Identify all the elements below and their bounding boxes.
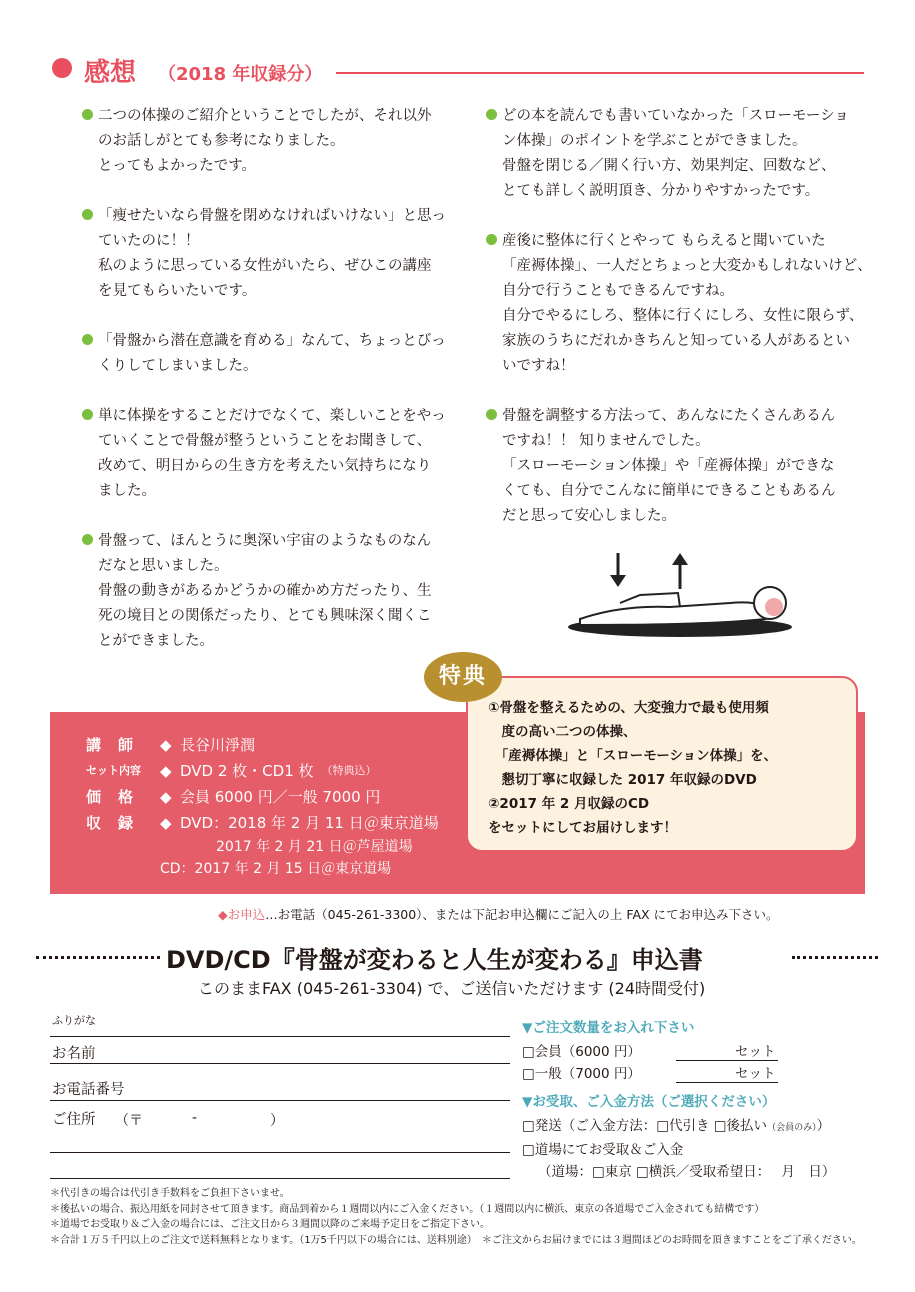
- comments-right: [486, 104, 886, 554]
- phone-field[interactable]: [50, 1100, 510, 1101]
- diamond-icon: ◆: [160, 814, 172, 832]
- diamond-icon: ◆: [160, 788, 172, 806]
- footnote: ＊後払いの場合、振込用紙を同封させて頂きます。商品到着から１週間以内にご入金ください。（１週間以内に横浜、東京の各道場でご入金されても結構です）: [50, 1203, 765, 1215]
- recording-dvd-1: DVD：2018 年 2 月 11 日＠東京道場: [180, 814, 439, 832]
- furigana-field[interactable]: [50, 1036, 510, 1037]
- recording-dvd-2: 2017 年 2 月 21 日＠芦屋道場: [216, 839, 413, 855]
- comments-left: [82, 104, 482, 679]
- header-bullet: [52, 58, 72, 78]
- dotted-divider-left: [36, 956, 160, 959]
- bonus-footer: をセットにしてお届けします！: [488, 820, 677, 836]
- green-bullet-icon: [486, 109, 497, 120]
- set-note: （特典込）: [321, 764, 377, 777]
- footnote: ＊代引きの場合は代引き手数料をご負担下さいませ。: [50, 1188, 290, 1199]
- footnote: ＊合計１万５千円以上のご注文で送料無料となります。（1万5千円以下の場合には、送料別途） ＊ご注文からお届けまでには３週間ほどのお時間を頂きますことをご了承ください。: [50, 1234, 862, 1246]
- teacher-value: 長谷川淨潤: [180, 736, 256, 754]
- green-bullet-icon: [82, 334, 93, 345]
- set-label: セット内容: [86, 764, 141, 777]
- diamond-icon: ◆: [160, 736, 172, 754]
- qty-member-row: [522, 1040, 778, 1061]
- green-bullet-icon: [486, 234, 497, 245]
- teacher-label: 講 師: [86, 736, 135, 754]
- comment-item: 「骨盤から潜在意識を育める」なんて、ちょっとびっ くりしてしまいました。: [82, 329, 482, 379]
- qty-general-checkbox[interactable]: □一般（7000 円）: [522, 1066, 641, 1082]
- bonus-box: [466, 676, 858, 852]
- recording-cd: CD：2017 年 2 月 15 日＠東京道場: [160, 861, 392, 877]
- bonus-item-dvd: ①骨盤を整えるための、大変強力で最も使用頻 度の高い二つの体操、 「産褥体操」と「スローモーション体操」を、 懇切丁寧に収録した 2017 年収録のDVD: [488, 700, 778, 788]
- header-rule: [336, 72, 864, 74]
- bonus-item-cd: ②2017 年 2 月収録のCD: [488, 796, 650, 812]
- qty-general-input[interactable]: セット: [676, 1062, 778, 1083]
- qty-member-input[interactable]: セット: [676, 1040, 778, 1061]
- price-value: 会員 6000 円／一般 7000 円: [180, 788, 381, 806]
- comment-item: 単に体操をすることだけでなくて、楽しいことをやっ ていくことで骨盤が整うということをお聞きして、 改めて、明日からの生き方を考えたい気持ちになり ました。: [82, 404, 482, 504]
- comment-item: 骨盤って、ほんとうに奥深い宇宙のようなものなん だなと思いました。 骨盤の動きがあるかどうかの確かめ方だったり、生 死の境目との関係だったり、とても興味深く聞くこ とができました。: [82, 529, 482, 654]
- diamond-icon: ◆: [160, 762, 172, 780]
- comment-item: 骨盤を調整する方法って、あんなにたくさんあるん ですね！！ 知りませんでした。 「スローモーション体操」や「産褥体操」ができな くても、自分でこんなに簡単にできることもあるん だと思って安心しました。: [486, 404, 886, 529]
- apply-lead: ◆お申込: [218, 907, 266, 922]
- qty-general-row: [522, 1062, 778, 1083]
- pay-dojo-checkbox[interactable]: □道場にてお受取＆ご入金: [522, 1142, 684, 1158]
- product-info: [86, 732, 439, 880]
- zip-open: （〒: [115, 1113, 143, 1129]
- comment-item: 二つの体操のご紹介ということでしたが、それ以外 のお話しがとても参考になりました。 とってもよかったです。: [82, 104, 482, 179]
- pay-ship-checkbox[interactable]: □発送（ご入金方法：□代引き □後払い: [522, 1118, 768, 1134]
- bonus-badge: 特典: [424, 652, 502, 702]
- zip-close: ）: [270, 1113, 284, 1129]
- name-label: お名前: [52, 1046, 96, 1062]
- footnote: ＊道場でお受取り＆ご入金の場合には、ご注文日から３週間以降のご来場予定日をご指定下さい。: [50, 1219, 490, 1230]
- name-field[interactable]: [50, 1063, 510, 1064]
- qty-member-checkbox[interactable]: □会員（6000 円）: [522, 1044, 641, 1060]
- pay-ship-row: [522, 1114, 830, 1134]
- furigana-label: ふりがな: [52, 1014, 96, 1027]
- comment-item: どの本を読んでも書いていなかった「スローモーショ ン体操」のポイントを学ぶことができました。 骨盤を閉じる／開く行い方、効果判定、回数など、 とても詳しく説明頂き、分かりやすかったです。: [486, 104, 886, 204]
- pay-ship-close: ）: [816, 1118, 831, 1134]
- apply-text: …お電話（045-261-3300）、または下記お申込欄にご記入の上 FAX にてお申込み下さい。: [265, 907, 779, 922]
- green-bullet-icon: [486, 409, 497, 420]
- comment-item: 産後に整体に行くとやって もらえると聞いていた 「産褥体操」、一人だとちょっと大変かもしれないけど、 自分で行うこともできるんですね。 自分でやるにしろ、整体に行くにしろ、女性に限らず、 家族のうちにだれかきちんと知っている人があるとい いですね！: [486, 229, 886, 379]
- quantity-header: ▼ご注文数量をお入れ下さい: [522, 1020, 695, 1036]
- recording-label: 収 録: [86, 814, 135, 832]
- green-bullet-icon: [82, 409, 93, 420]
- address-field-line-1[interactable]: [50, 1152, 510, 1153]
- pay-ship-note: （会員のみ）: [767, 1123, 817, 1133]
- phone-label: お電話番号: [52, 1082, 125, 1098]
- payment-header: ▼お受取、ご入金方法（ご選択ください）: [522, 1094, 776, 1110]
- dotted-divider-right: [792, 956, 878, 959]
- apply-instructions: [218, 905, 779, 923]
- lying-exercise-illustration: [560, 545, 800, 645]
- address-field-line-2[interactable]: [50, 1178, 510, 1179]
- green-bullet-icon: [82, 109, 93, 120]
- zip-dash: -: [192, 1110, 198, 1126]
- form-subtitle: このままFAX (045-261-3304) で、ご送信いただけます (24時間受付): [198, 979, 706, 998]
- comment-item: 「痩せたいなら骨盤を閉めなければいけない」と思っ ていたのに！！ 私のように思っている女性がいたら、ぜひこの講座 を見てもらいたいです。: [82, 204, 482, 304]
- set-value: DVD 2 枚・CD1 枚: [180, 762, 314, 780]
- price-label: 価 格: [86, 788, 135, 806]
- form-title: DVD/CD『骨盤が変わると人生が変わる』申込書: [166, 946, 703, 974]
- green-bullet-icon: [82, 534, 93, 545]
- green-bullet-icon: [82, 209, 93, 220]
- page-title: 感想: [84, 58, 137, 88]
- address-label: ご住所: [52, 1112, 96, 1128]
- footnotes: [50, 1186, 862, 1248]
- pay-dojo-detail[interactable]: （道場：□東京 □横浜／受取希望日： 月 日）: [538, 1164, 836, 1180]
- page-subtitle: （2018 年収録分）: [158, 64, 323, 85]
